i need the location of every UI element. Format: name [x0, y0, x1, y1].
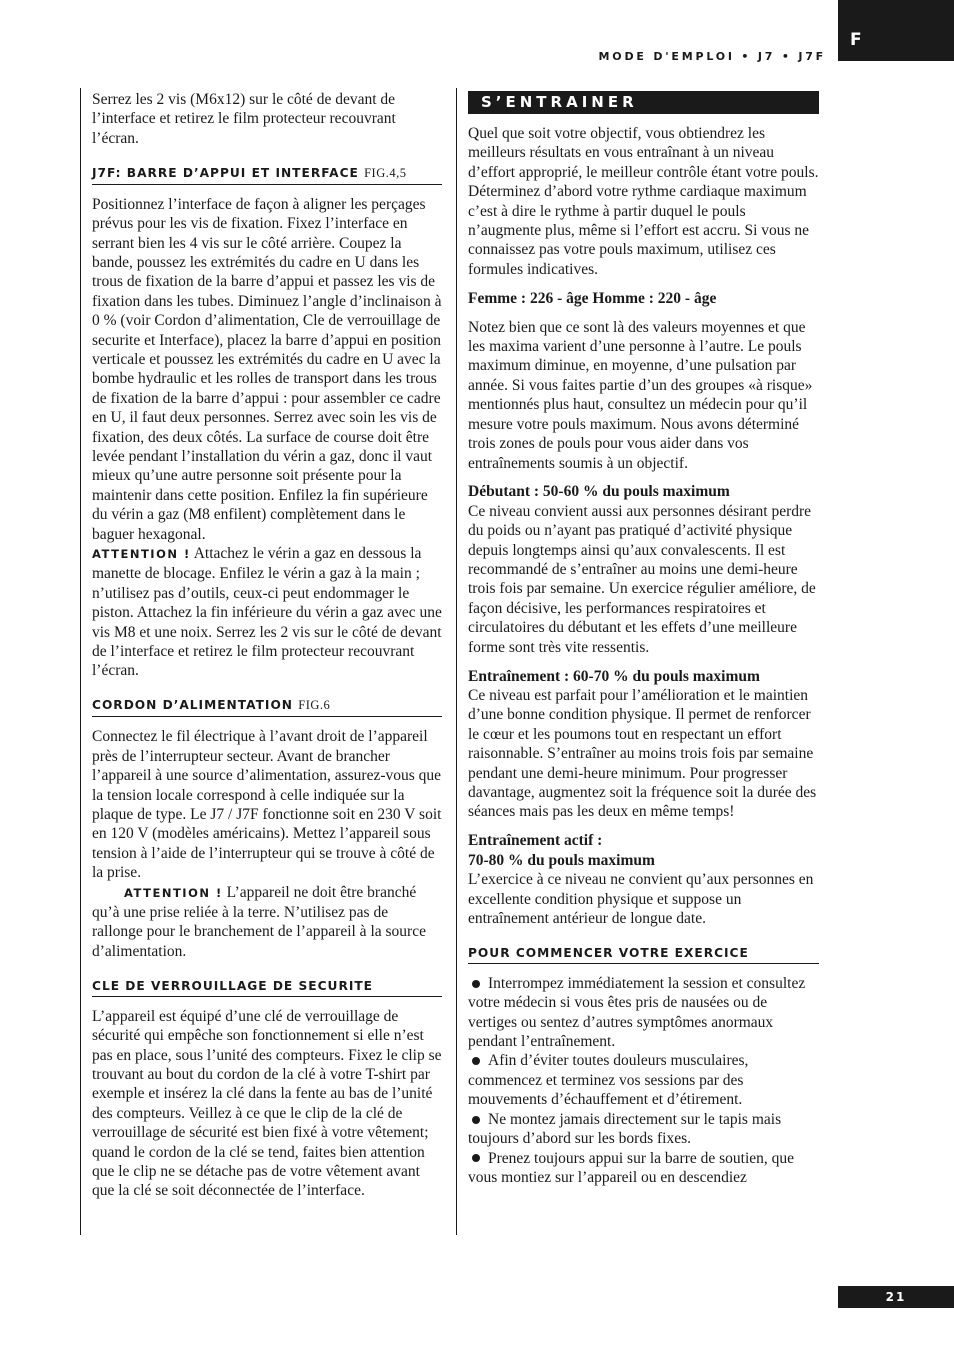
language-tab [838, 0, 954, 61]
zone-title [468, 667, 819, 686]
section-heading-commencer [468, 938, 819, 964]
zone-title [468, 851, 819, 870]
bullet-icon [472, 1154, 480, 1162]
bullet-item [468, 1110, 819, 1149]
zone-title-text: Entraînement actif : [468, 832, 603, 850]
language-tab-label: F [850, 30, 862, 50]
page-number: 21 [838, 1286, 954, 1308]
bullet-text: Ne montez jamais directement sur le tapis mais toujours d’abord sur les bords fixes. [468, 1110, 782, 1148]
formula-line [468, 289, 819, 308]
bullet-icon [472, 980, 480, 988]
bullet-text: Prenez toujours appui sur la barre de soutien, que vous montiez sur l’appareil ou en descendiez [468, 1149, 795, 1186]
heading-text: CLE DE VERROUILLAGE DE SECURITE [92, 978, 374, 993]
running-title: MODE D'EMPLOI • J7 • J7F [598, 50, 826, 63]
zone-body: L’exercice à ce niveau ne convient qu’aux personnes en excellente condition physique et suppose un entraînement antérieur de longue date. [468, 871, 814, 927]
section-title-bar: S’ENTRAINER [468, 91, 819, 114]
zone-body: Ce niveau convient aussi aux personnes désirant perdre du poids ou n’ayant pas pratiqué d’activité physique depuis longtemps ainsi qu’aux convalescents. Il est recommandé de s’entraîner au moins une demi-heure trois fois par semaine. Un exercice régulier améliore, de façon décisive, les performances respiratoires et circulatoires du débutant et les effets d’une meilleure forme sont très vite ressentis. [468, 502, 816, 656]
section-body: Positionnez l’interface de façon à aligner les perçages prévus pour les vis de fixation. Fixez l’interface en serrant bien les 4 vis sur le côté arrière. Coupez la bande, poussez les extrémités du cadre en U dans les trous de fixation de la barre d’appui et passez les vis de fixation dans les tubes. Diminuez l’angle d’inclinaison à 0 % (voir Cordon d’alimentation, Cle de verrouillage de securite et Interface), placez la barre d’appui en position verticale et poussez les extrémités du cadre en U avec la bombe hydraulic et les rolles de transport dans les trous de fixation de la barre d’appui : pour assembler ce cadre en U, il faut deux personnes. Serrez avec soin les vis de fixation, des deux côtés. La surface de course doit être levée pendant l’installation du vérin a gaz, donc il vaut mieux qu’une autre personne soit présente pour la maintenir dans cette position. Enfilez la fin supérieure du vérin a gaz (M8 enfilent) complètement dans le baguer hexagonal. [92, 195, 442, 543]
bullet-item [468, 1051, 819, 1109]
attention-text: L’appareil ne doit être branché qu’à une prise reliée à la terre. N’utilisez pas de rallonge pour le branchement de l’appareil à la source d’alimentation. [92, 883, 426, 960]
zone-title [468, 482, 819, 501]
section-body: L’appareil est équipé d’une clé de verrouillage de sécurité qui empêche son fonctionnement si elle n’est pas en place, sous l’unité des compteurs. Fixez le clip se trouvant au bout du cordon de la clé à votre T-shirt par exemple et insérez la clé dans la fente au bas de l’unité des compteurs. Veillez à ce que le clip de la clé de verrouillage de sécurité est bien fixé à votre vêtement; quand le cordon de la clé se tend, faites bien attention que le clip ne se détache pas de votre vêtement avant que la clé se soit déconnectée de l’interface. [92, 1007, 442, 1200]
heading-text: J7F: BARRE D’APPUI ET INTERFACE [92, 165, 359, 180]
bullet-icon [472, 1116, 480, 1124]
section-heading-j7f [92, 158, 442, 185]
formula-text: Femme : 226 - âge Homme : 220 - âge [468, 289, 717, 307]
attention-paragraph [92, 544, 442, 681]
fig-reference: FIG.4,5 [364, 165, 407, 180]
zone-title [468, 831, 819, 850]
bullet-icon [472, 1057, 480, 1065]
intro-paragraph: Serrez les 2 vis (M6x12) sur le côté de devant de l’interface et retirez le film protecteur recouvrant l’écran. [92, 91, 396, 147]
bullet-item [468, 1149, 819, 1188]
fig-reference: FIG.6 [298, 698, 331, 713]
right-column [456, 88, 819, 1235]
zone-title-text: Entraînement : 60-70 % du pouls maximum [468, 667, 760, 685]
zone-title-text: 70-80 % du pouls maximum [468, 851, 655, 869]
attention-label: ATTENTION ! [124, 885, 223, 900]
attention-text: Attachez le vérin a gaz en dessous la manette de blocage. Enfilez le vérin a gaz à la main ; n’utilisez pas d’outils, ceux-ci peut endommager le piston. Attachez la fin inférieure du vérin a gaz avec une vis M8 et une noix. Serrez les 2 vis sur le côté de devant de l’interface et retirez le film protecteur recouvrant l’écran. [92, 545, 442, 680]
note-paragraph: Notez bien que ce sont là des valeurs moyennes et que les maxima varient d’une personne à l’autre. Le pouls maximum diminue, en moyenne, d’une pulsation par année. Si vous faites partie d’un des groupes «à risque» mentionnés plus haut, consultez un médecin pour qu’il mesure votre pouls maximum. Nous avons déterminé trois zones de pouls pour vous aider dans vos entraînements soumis à un objectif. [468, 318, 813, 472]
section-body: Connectez le fil électrique à l’avant droit de l’appareil près de l’interrupteur secteur. Avant de brancher l’appareil à une source d’alimentation, assurez-vous que la tension locale correspond à celle indiquée sur la plaque de type. Le J7 / J7F fonctionne soit en 230 V soit en 120 V (modèles américains). Mettez l’appareil sous tension à l’aide de l’interrupteur qui se trouve à côté de la prise. [92, 728, 442, 882]
left-column [80, 88, 442, 1235]
attention-paragraph [92, 883, 442, 962]
heading-text: CORDON D’ALIMENTATION [92, 698, 294, 713]
bullet-text: Interrompez immédiatement la session et consultez votre médecin si vous êtes pris de nausées ou de vertiges ou sentez d’autres symptômes anormaux pendant l’entraînement. [468, 974, 806, 1051]
bullet-text: Afin d’éviter toutes douleurs musculaires, commencez et terminez vos sessions par des mouvements d’échauffement et d’étirement. [468, 1052, 749, 1109]
heading-text: POUR COMMENCER VOTRE EXERCICE [468, 945, 749, 960]
zone-title-text: Débutant : 50-60 % du pouls maximum [468, 483, 730, 501]
attention-label: ATTENTION ! [92, 547, 191, 562]
bullet-item [468, 974, 819, 1052]
section-heading-cordon [92, 690, 442, 717]
zone-body: Ce niveau est parfait pour l’amélioration et le maintien d’une bonne condition physique. Il permet de renforcer le cœur et les poumons tout en respectant un effort raisonnable. S’entraîner au moins trois fois par semaine pendant une demi-heure minimum. Pour progresser davantage, augmentez soit la fréquence soit la durée des séances mais pas les deux en même temps! [468, 686, 817, 821]
intro-paragraph: Quel que soit votre objectif, vous obtiendrez les meilleurs résultats en vous entraînant à un niveau d’effort approprié, le meilleur contrôle étant votre pouls. Déterminez d’abord votre rythme cardiaque maximum c’est à dire le rythme à partir duquel le pouls n’augmente plus, même si l’effort est accru. Si vous ne connaissez pas votre pouls maximum, utilisez ces formules indicatives. [468, 125, 819, 278]
section-heading-cle [92, 971, 442, 997]
